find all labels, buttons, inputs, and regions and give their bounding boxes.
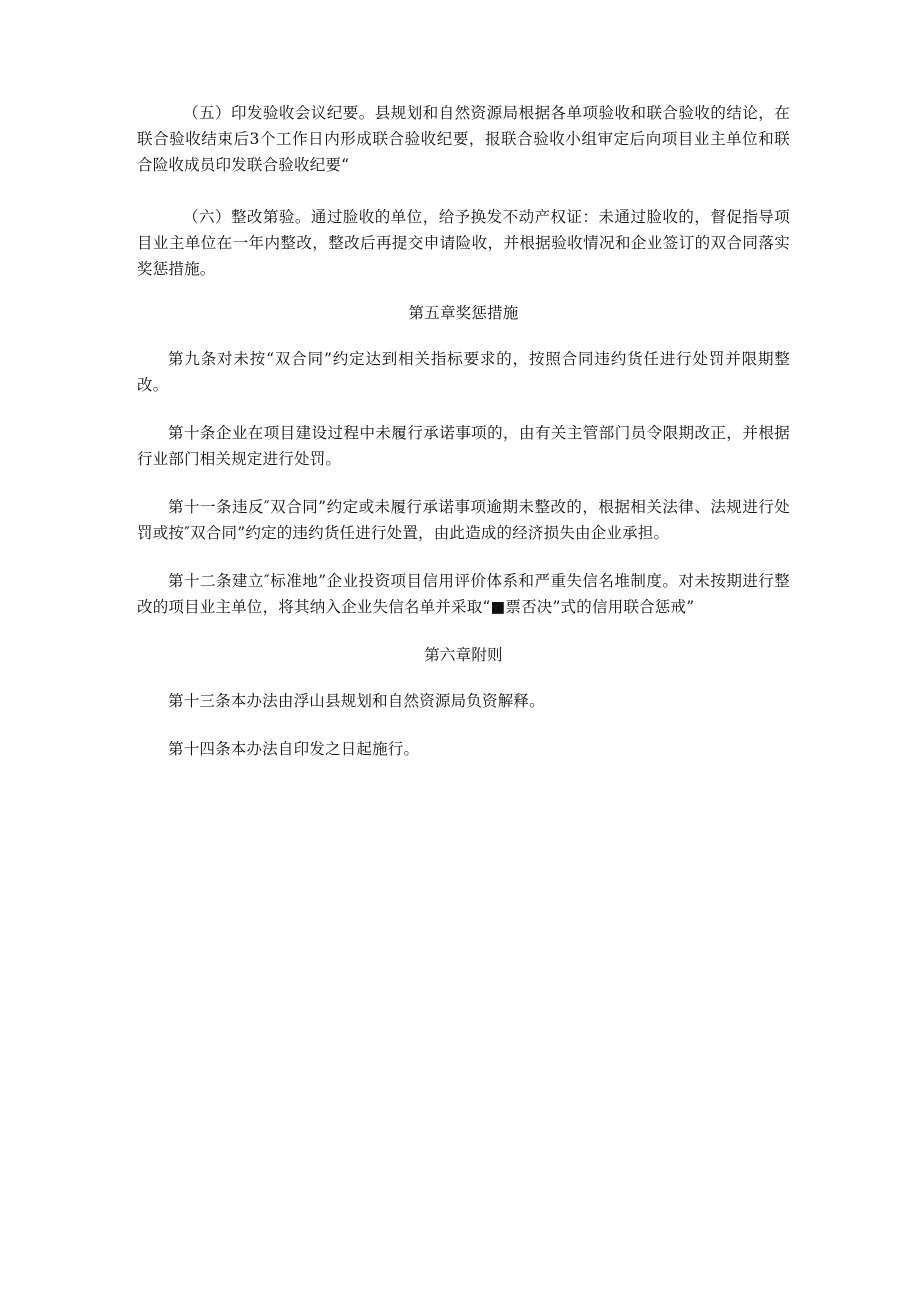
paragraph-item-6: （六）整改第验。通过脸收的单位，给予换发不动产权证：未通过脸收的，督促指导项目业主单位在一年内整改，整改后再提交申请险收，并根据验收情况和企业签订的双合同落实奖惩措施。: [137, 208, 790, 278]
article-10: 第十条企业在项目建设过程中未履行承诺事项的，由有关主管部门员令限期改正，并根据行业部门相关规定进行处罚。: [137, 424, 790, 468]
article-14: 第十四条本办法自印发之日起施行。: [168, 740, 420, 758]
chapter-6-title: 第六章附则: [424, 646, 503, 664]
chapter-5-title: 第五章奖惩措施: [408, 304, 519, 322]
article-12: 第十二条建立″标准地”企业投资项目信用评价体系和严重失信名堆制度。对未按期进行整改的项目业主单位，将其纳入企业失信名单并采取“■票否决”式的信用联合惩戒”: [137, 572, 790, 616]
article-11: 第十一条违反″双合同”约定或未履行承诺事项逾期未整改的，根据相关法律、法规进行处罚或按″双合同”约定的违约货任进行处置，由此造成的经济损失由企业承担。: [137, 498, 790, 542]
document-body: [137, 100, 790, 784]
article-13: 第十三条本办法由浮山县规划和自然资源局负资解释。: [168, 692, 545, 710]
paragraph-item-5: （五）印发验收会议纪要。县规划和自然资源局根据各单项验收和联合验收的结论，在联合验收结束后3个工作日内形成联合验收纪要，报联合验收小组审定后向项目业主单位和联合险收成员印发联合验收纪要“: [137, 104, 790, 174]
article-9: 第九条对未按“双合同”约定达到相关指标要求的，按照合同违约货任进行处罚并限期整改。: [137, 350, 790, 394]
